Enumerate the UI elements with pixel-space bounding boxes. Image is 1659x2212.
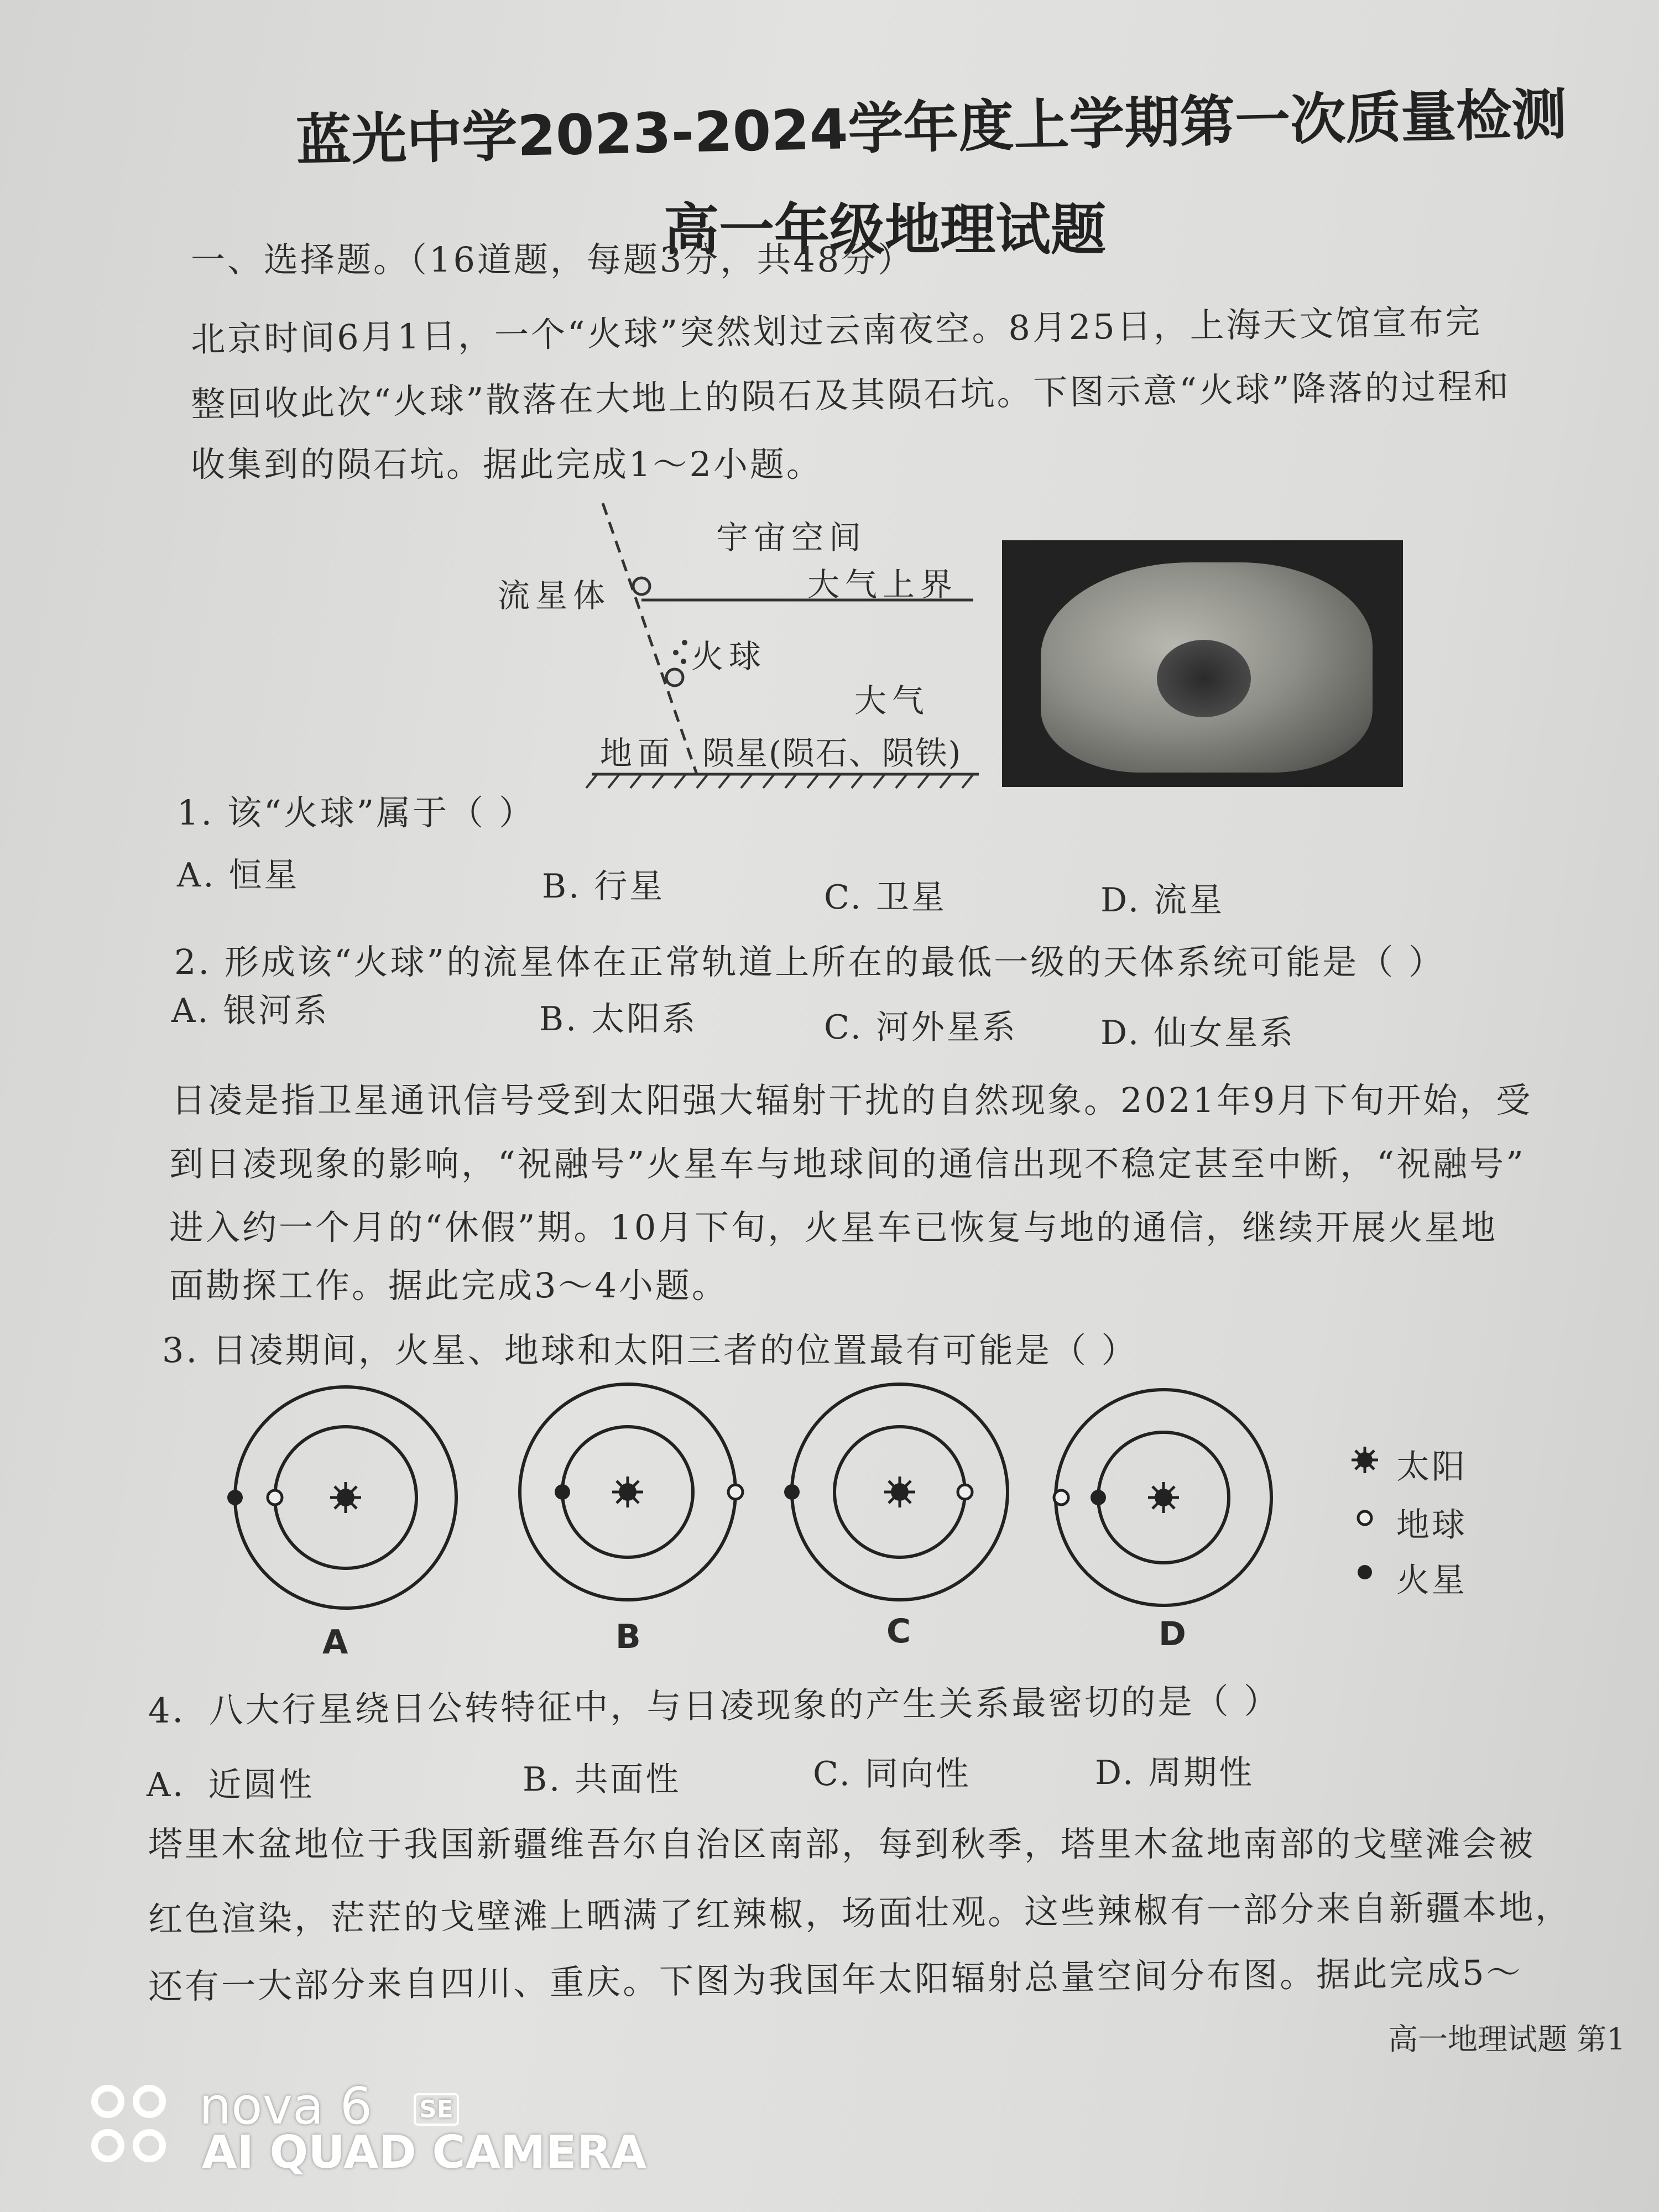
option-c[interactable]: C. 同向性	[813, 1755, 971, 1793]
camera-logo-icon	[88, 2082, 177, 2171]
label-ground: 地面	[600, 734, 676, 772]
option-b[interactable]: B. 太阳系	[539, 1000, 698, 1039]
label-meteoroid: 流星体	[498, 577, 611, 614]
option-b-label[interactable]: B	[615, 1618, 643, 1656]
meteorite-crater-photo	[1002, 540, 1403, 787]
passage-line: 还有一大部分来自四川、重庆。下图为我国年太阳辐射总量空间分布图。据此完成5～	[148, 1952, 1523, 2007]
option-d[interactable]: D. 仙女星系	[1100, 1014, 1296, 1052]
passage-line: 北京时间6月1日，一个“火球”突然划过云南夜空。8月25日，上海天文馆宣布完	[190, 301, 1483, 360]
legend-mars: 火星	[1396, 1561, 1467, 1600]
option-a[interactable]: A. 银河系	[171, 992, 330, 1030]
exam-subtitle: 高一年级地理试题	[664, 197, 1106, 262]
option-d[interactable]: D. 流星	[1100, 881, 1225, 920]
orbit-option-d	[1054, 1390, 1271, 1605]
orbit-diagrams	[210, 1377, 1316, 1620]
orbit-option-c	[784, 1384, 1008, 1600]
passage-line: 日凌是指卫星通讯信号受到太阳强大辐射干扰的自然现象。2021年9月下旬开始，受	[171, 1080, 1533, 1120]
legend-sun: 太阳	[1396, 1448, 1467, 1486]
option-b[interactable]: B. 共面性	[523, 1760, 681, 1799]
watermark-badge: SE	[414, 2093, 459, 2126]
option-a[interactable]: A．近圆性	[147, 1766, 315, 1804]
orbit-option-a	[227, 1387, 456, 1608]
question-stem: 4．八大行星绕日公转特征中，与日凌现象的产生关系最密切的是（ ）	[148, 1681, 1281, 1731]
option-d-label[interactable]: D	[1159, 1615, 1188, 1653]
label-atmosphere: 大气	[854, 682, 930, 719]
earth-icon	[1358, 1511, 1371, 1525]
option-c-label[interactable]: C	[886, 1612, 914, 1651]
passage-line: 整回收此次“火球”散落在大地上的陨石及其陨石坑。下图示意“火球”降落的过程和	[190, 366, 1511, 425]
sun-icon	[1352, 1447, 1378, 1473]
passage-line: 塔里木盆地位于我国新疆维吾尔自治区南部，每到秋季，塔里木盆地南部的戈壁滩会被	[148, 1824, 1536, 1864]
passage-line: 面勘探工作。据此完成3～4小题。	[169, 1265, 728, 1306]
option-b[interactable]: B. 行星	[542, 867, 665, 906]
label-fireball: 火球	[691, 638, 767, 675]
page-footer: 高一地理试题 第1	[1388, 2022, 1626, 2057]
legend-earth: 地球	[1396, 1506, 1467, 1545]
passage-line: 进入约一个月的“休假”期。10月下旬，火星车已恢复与地的通信，继续开展火星地	[169, 1207, 1498, 1248]
orbit-option-b	[520, 1384, 743, 1600]
option-a[interactable]: A. 恒星	[177, 856, 300, 895]
label-space: 宇宙空间	[716, 519, 867, 556]
mars-icon	[1358, 1565, 1372, 1579]
question-stem: 2. 形成该“火球”的流星体在正常轨道上所在的最低一级的天体系统可能是（ ）	[174, 942, 1445, 982]
option-c[interactable]: C. 河外星系	[824, 1008, 1018, 1047]
label-upper-atmosphere: 大气上界	[807, 566, 958, 603]
option-c[interactable]: C. 卫星	[824, 878, 947, 917]
option-d[interactable]: D. 周期性	[1095, 1754, 1255, 1792]
exam-title: 蓝光中学2023-2024学年度上学期第一次质量检测	[295, 81, 1568, 174]
question-stem: 1. 该“火球”属于（ ）	[177, 792, 535, 833]
option-a-label[interactable]: A	[322, 1623, 351, 1662]
watermark-model: nova 6	[199, 2077, 373, 2136]
passage-line: 红色渲染，茫茫的戈壁滩上晒满了红辣椒，场面壮观。这些辣椒有一部分来自新疆本地，	[148, 1886, 1572, 1940]
meteoroid-marker	[633, 578, 650, 594]
passage-line: 收集到的陨石坑。据此完成1～2小题。	[191, 444, 823, 484]
question-3-stem: 3. 日凌期间，火星、地球和太阳三者的位置最有可能是（ ）	[162, 1330, 1138, 1370]
label-meteorite: 陨星(陨石、陨铁)	[702, 734, 962, 772]
watermark-camera: AI QUAD CAMERA	[202, 2126, 647, 2179]
section-heading: 一、选择题。（16道题，每题3分，共48分）	[191, 239, 915, 280]
passage-line: 到日凌现象的影响，“祝融号”火星车与地球间的通信出现不稳定甚至中断，“祝融号”	[169, 1144, 1526, 1184]
